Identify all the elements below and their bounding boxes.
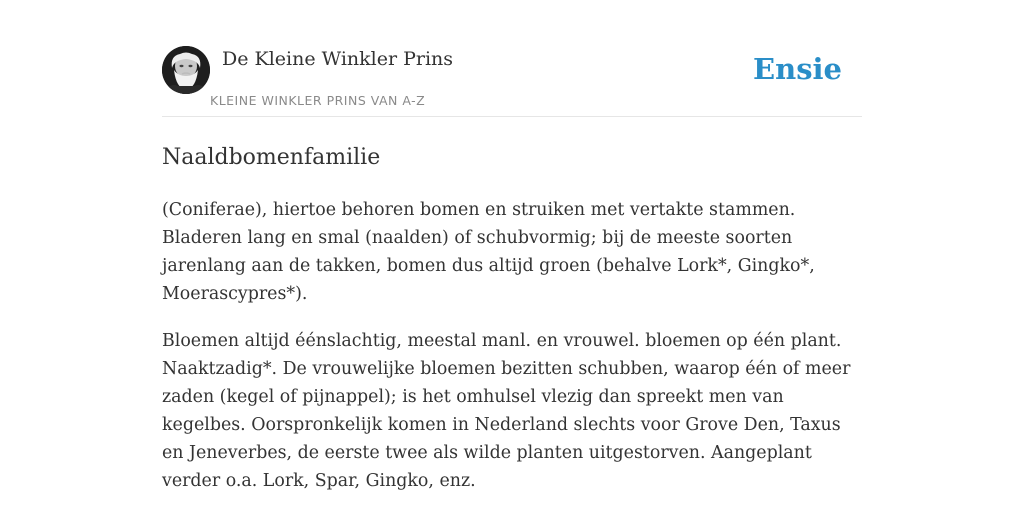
ensie-logo-link[interactable]: Ensie [753,52,842,86]
source-title[interactable]: De Kleine Winkler Prins [222,48,454,70]
avatar[interactable] [162,46,210,94]
header-divider [162,116,862,117]
entry-title: Naaldbomenfamilie [162,145,381,170]
entry-card [162,0,862,495]
entry-paragraph: Bloemen altijd éénslachtig, meestal manl. en vrouwel. bloemen op één plant. Naaktzadig*. De vrouwelijke bloemen bezitten schubben, waarop één of meer zaden (kegel of pijnappel); is het omhulsel vlezig dan spreekt men van kegelbes. Oorspronkelijk komen in Nederland slechts voor Grove Den, Taxus en Jeneverbes, de eerste twee als wilde planten uitgestorven. Aangeplant verder o.a. Lork, Spar, Gingko, enz. [162,331,851,491]
entry-paragraph: (Coniferae), hiertoe behoren bomen en struiken met vertakte stammen. Bladeren lang en smal (naalden) of schubvormig; bij de meeste soorten jarenlang aan de takken, bomen dus altijd groen (behalve Lork*, Gingko*, Moerascypres*). [162,200,815,304]
source-header [162,46,862,116]
source-subtitle[interactable]: KLEINE WINKLER PRINS VAN A-Z [210,93,426,108]
bearded-man-portrait-icon [162,46,210,94]
